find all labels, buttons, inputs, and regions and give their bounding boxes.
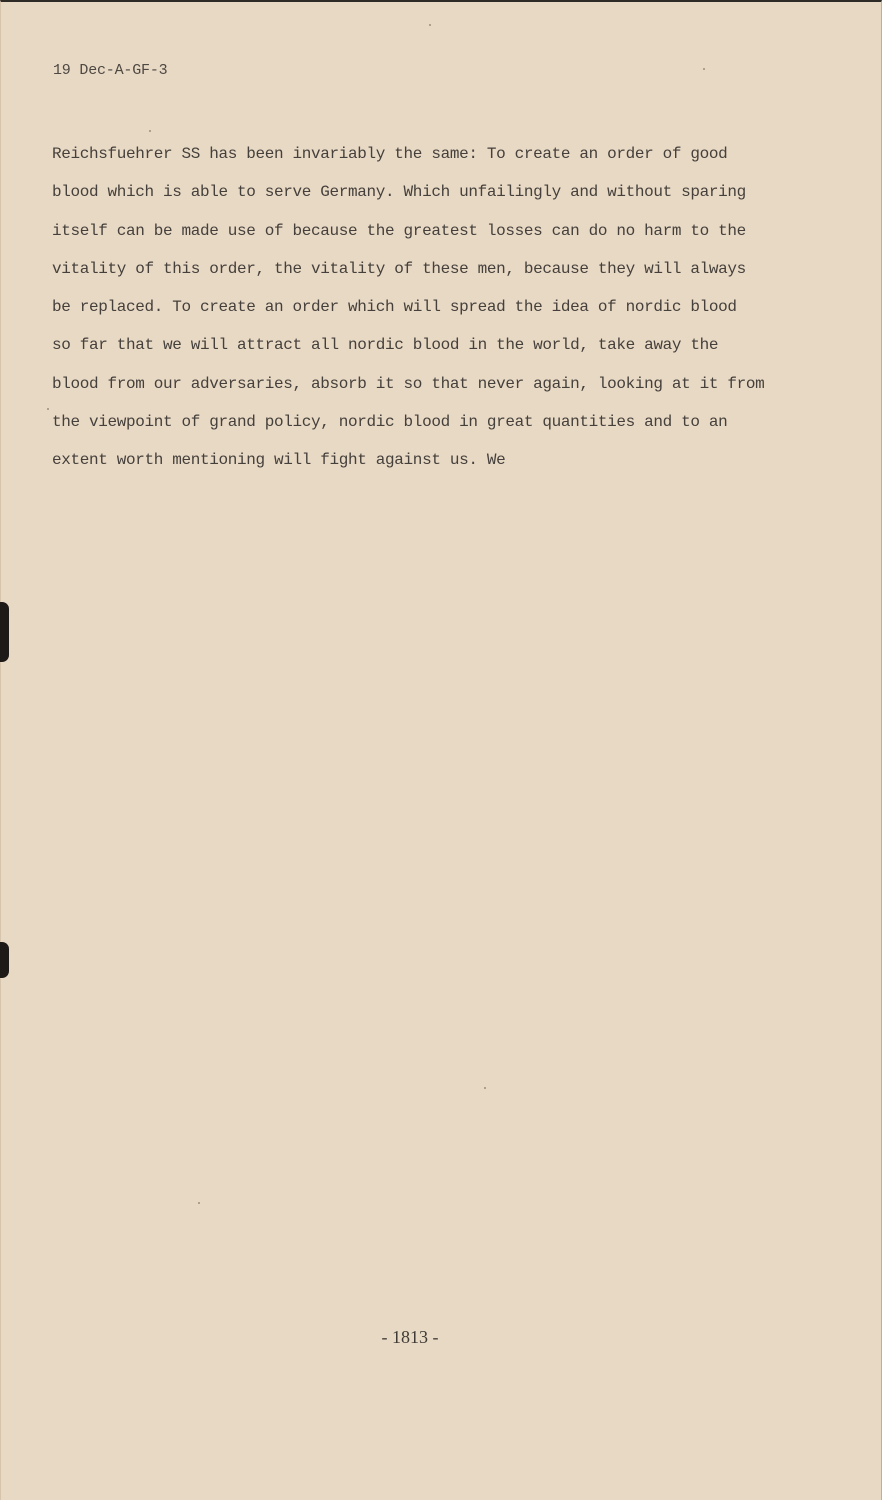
body-line: blood which is able to serve Germany. Which unfailingly and without sparing [52, 183, 746, 202]
page-number: - 1813 - [381, 1327, 439, 1347]
binding-hole-mark [0, 942, 9, 978]
paper-speck [149, 130, 151, 132]
paper-speck [198, 1202, 200, 1204]
paper-speck [429, 24, 431, 26]
document-body [52, 135, 852, 480]
body-line: be replaced. To create an order which will spread the idea of nordic blood [52, 298, 737, 317]
body-line: extent worth mentioning will fight against us. We [52, 451, 506, 470]
paper-speck [47, 408, 49, 410]
body-line: Reichsfuehrer SS has been invariably the same: To create an order of good [52, 145, 728, 163]
body-line: the viewpoint of grand policy, nordic blood in great quantities and to an [52, 413, 728, 432]
body-line: so far that we will attract all nordic blood in the world, take away the [52, 336, 719, 355]
body-line: itself can be made use of because the greatest losses can do no harm to the [52, 221, 746, 240]
paper-speck [484, 1087, 486, 1089]
paper-speck [703, 68, 705, 70]
document-reference: 19 Dec-A-GF-3 [53, 62, 168, 79]
body-line: blood from our adversaries, absorb it so that never again, looking at it from [52, 374, 765, 393]
body-line: vitality of this order, the vitality of these men, because they will always [52, 259, 746, 278]
binding-hole-mark [0, 602, 9, 662]
